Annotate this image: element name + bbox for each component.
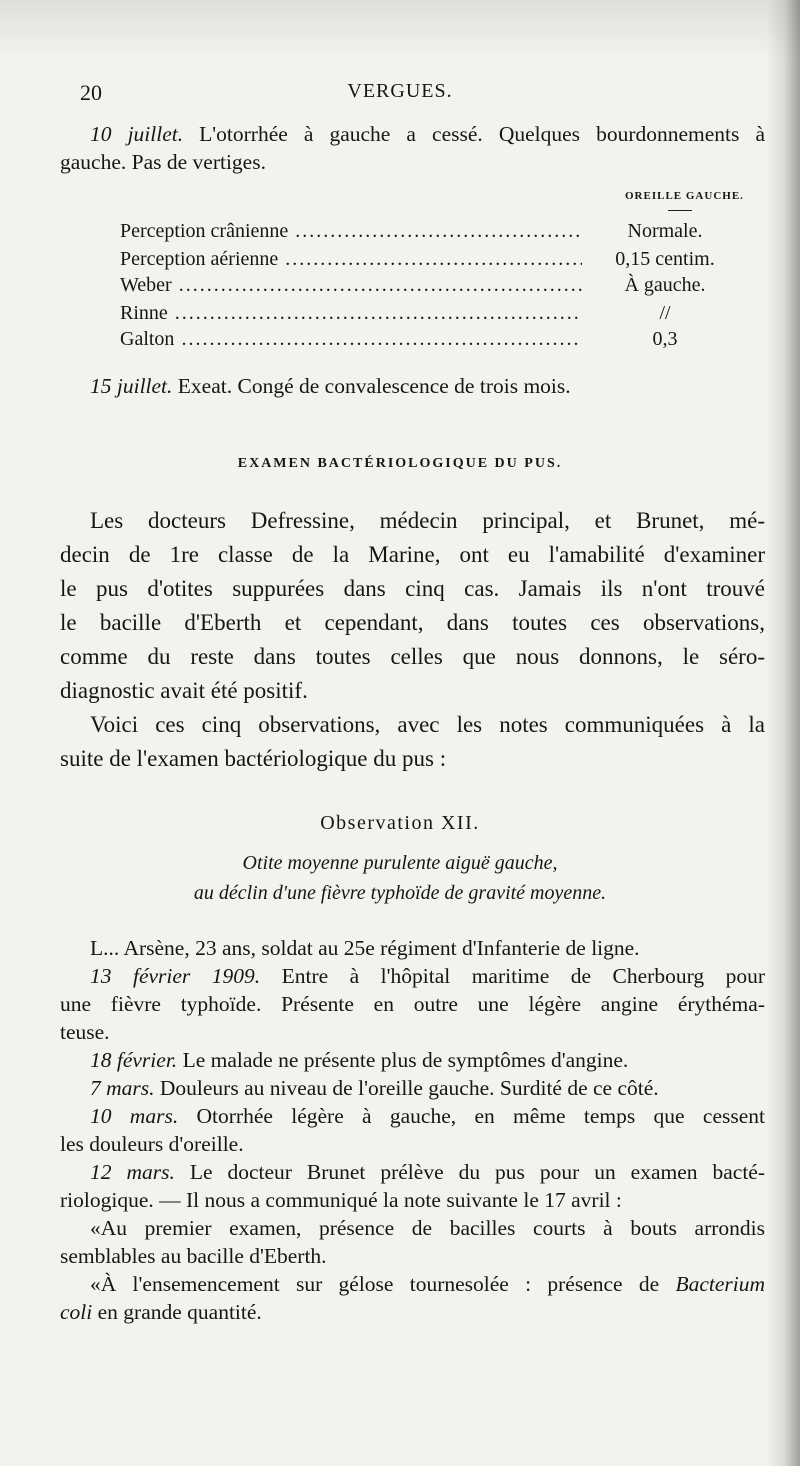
quote-species: coli (60, 1300, 93, 1324)
observation-subtitle-2: au déclin d'une fièvre typhoïde de gravité moyenne. (193, 882, 607, 904)
observation-subtitle-1: Otite moyenne purulente aiguë gauche, (242, 852, 558, 874)
entry-date: 13 février 1909. (90, 964, 261, 988)
para-line: le bacille d'Eberth et cependant, dans toutes ces observations, (60, 610, 765, 635)
intro-line-2: gauche. Pas de vertiges. (60, 150, 266, 174)
patient-line: L... Arsène, 23 ans, soldat au 25e régiment d'Infanterie de ligne. (90, 936, 640, 960)
exeat-paragraph (60, 372, 765, 400)
row-value: 0,3 (652, 328, 678, 350)
para-line: suite de l'examen bactériologique du pus : (60, 746, 447, 771)
quote-text: en grande quantité. (92, 1300, 262, 1324)
entry-text: Le malade ne présente plus de symptômes d'angine. (177, 1048, 629, 1072)
row-value: À gauche. (624, 274, 706, 296)
table-row (120, 328, 720, 356)
entry-date: 18 février. (90, 1048, 178, 1072)
entry-text: Entre à l'hôpital maritime de Cherbourg pour (260, 964, 765, 988)
intro-paragraph (60, 120, 765, 176)
running-head: VERGUES. (347, 80, 453, 102)
para-line: Voici ces cinq observations, avec les notes communiquées à la (90, 712, 765, 737)
row-label: Galton ..... (120, 328, 582, 351)
entry-line (60, 1074, 765, 1102)
entry-line: une fièvre typhoïde. Présente en outre une légère angine érythéma- (60, 992, 765, 1016)
quote-line (60, 1270, 765, 1298)
intro-text: L'otorrhée à gauche a cessé. Quelques bourdonnements à (183, 122, 765, 146)
observation-title: Observation XII. (320, 812, 480, 834)
entry-line: les douleurs d'oreille. (60, 1132, 244, 1156)
entry-line (60, 1046, 765, 1074)
row-label: Weber ..... (120, 274, 582, 297)
table-row (120, 274, 720, 302)
entry-date: 12 mars. (90, 1160, 175, 1184)
quote-line (60, 1298, 765, 1326)
row-value: // (659, 302, 671, 324)
para-line: Les docteurs Defressine, médecin principal, et Brunet, mé- (90, 508, 765, 533)
section-paragraph-2 (60, 708, 765, 776)
page-edge-shadow (766, 0, 800, 1466)
exeat-date: 15 juillet. (90, 374, 173, 398)
exeat-line (60, 372, 765, 400)
entry-text: Douleurs au niveau de l'oreille gauche. Surdité de ce côté. (154, 1076, 659, 1100)
quote-line: semblables au bacille d'Eberth. (60, 1244, 327, 1268)
para-line: le pus d'otites suppurées dans cinq cas. Jamais ils n'ont trouvé (60, 576, 765, 601)
row-value: 0,15 centim. (615, 248, 715, 270)
para-line: decin de 1re classe de la Marine, ont eu l'amabilité d'examiner (60, 542, 765, 567)
row-label: Perception crânienne ..... (120, 220, 582, 243)
entry-line: riologique. — Il nous a communiqué la note suivante le 17 avril : (60, 1188, 622, 1212)
section-title: EXAMEN BACTÉRIOLOGIQUE DU PUS. (237, 456, 563, 471)
entry-text: Le docteur Brunet prélève du pus pour un examen bacté- (174, 1160, 766, 1184)
intro-line-1 (60, 120, 765, 148)
intro-date: 10 juillet. (90, 122, 184, 146)
quote-species: Bacterium (675, 1272, 765, 1296)
table-header-rule (668, 210, 692, 211)
exeat-text: Exeat. Congé de convalescence de trois mois. (172, 374, 571, 398)
entry-line (60, 1158, 765, 1186)
entry-date: 10 mars. (90, 1104, 179, 1128)
row-label: Rinne ..... (120, 302, 582, 325)
quote-line: «Au premier examen, présence de bacilles courts à bouts arrondis (90, 1216, 765, 1240)
table-row (120, 220, 720, 248)
para-line: diagnostic avait été positif. (60, 678, 308, 703)
entry-line (60, 962, 765, 990)
table-row (120, 248, 720, 276)
para-line: comme du reste dans toutes celles que nous donnons, le séro- (60, 644, 765, 669)
section-paragraph-1 (60, 504, 765, 708)
entry-line (60, 1102, 765, 1130)
table-column-header: OREILLE GAUCHE. (625, 190, 744, 202)
row-value: Normale. (627, 220, 703, 242)
page-number: 20 (80, 80, 102, 105)
entry-line: teuse. (60, 1020, 110, 1044)
row-label: Perception aérienne ..... (120, 248, 582, 271)
entry-date: 7 mars. (90, 1076, 155, 1100)
quote-text: «À l'ensemencement sur gélose tournesolée : présence de (90, 1272, 676, 1296)
page-top-shadow (0, 0, 800, 60)
entry-text: Otorrhée légère à gauche, en même temps que cessent (178, 1104, 765, 1128)
observation-body (60, 934, 765, 1326)
table-row (120, 302, 720, 330)
